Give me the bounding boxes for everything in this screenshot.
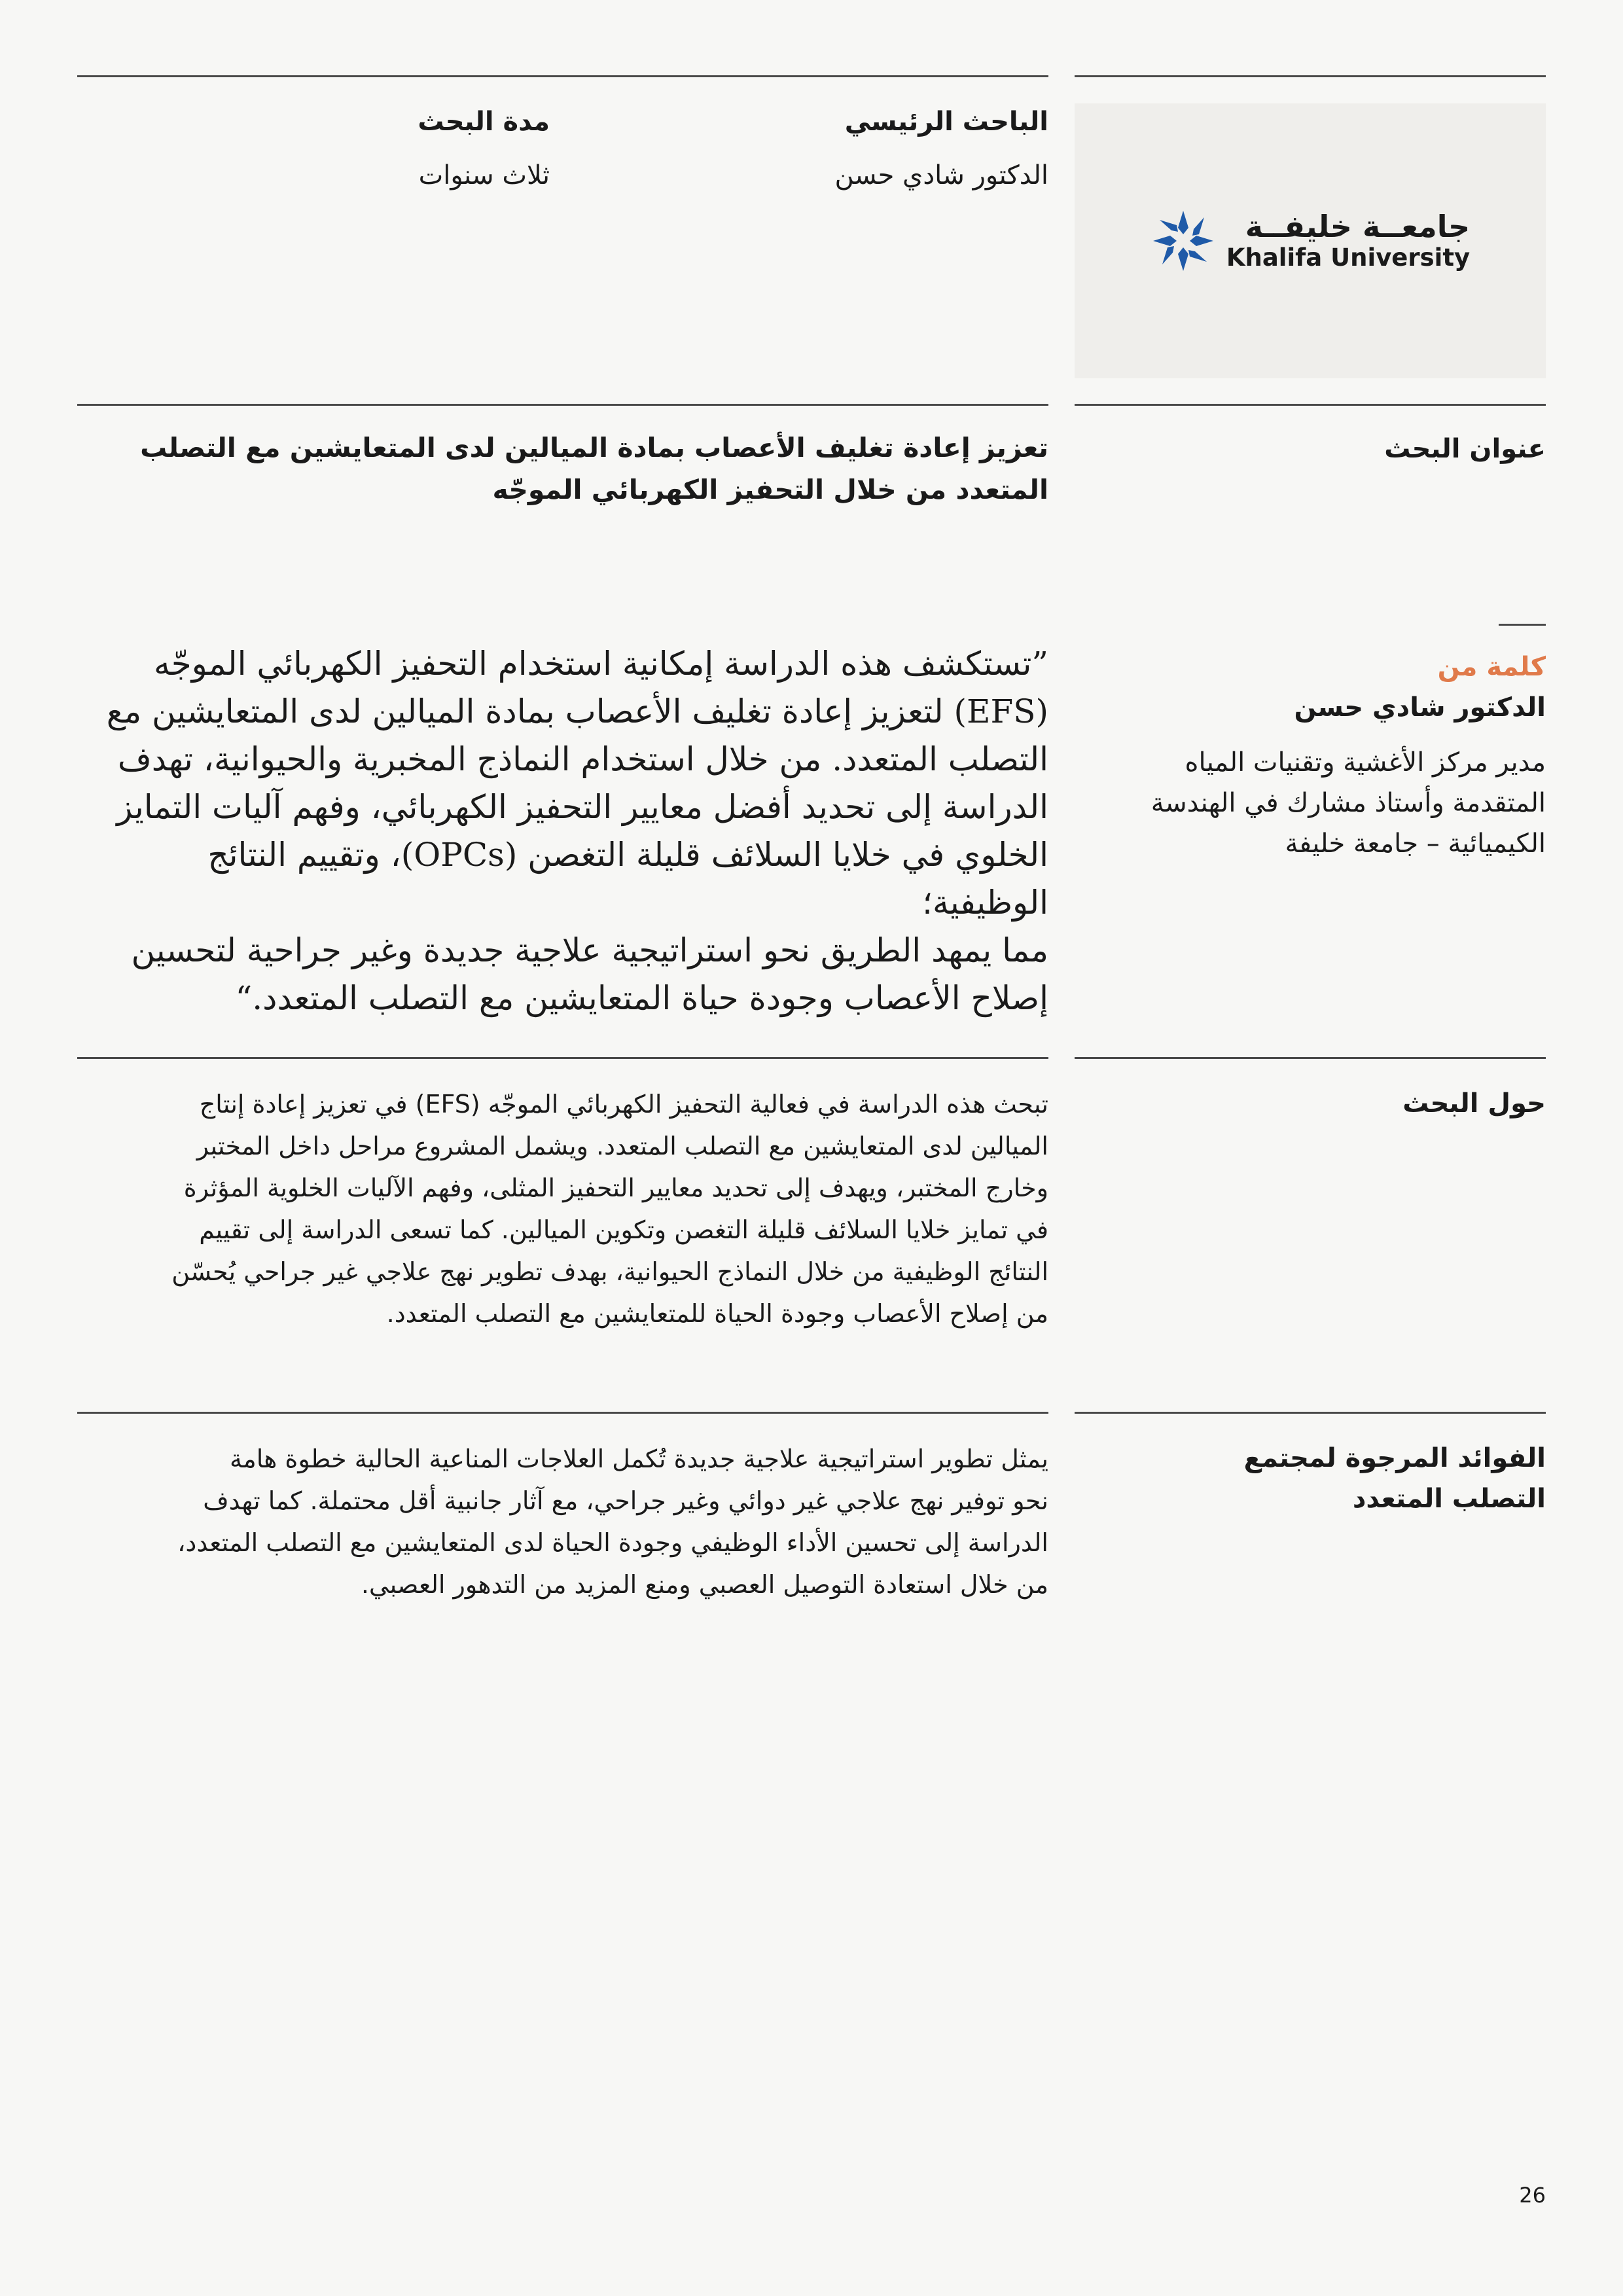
khalifa-logo-icon bbox=[1150, 208, 1216, 274]
about-line: من إصلاح الأعصاب وجودة الحياة للمتعايشين مع التصلب المتعدد. bbox=[386, 1299, 1048, 1328]
research-title bbox=[77, 427, 1048, 511]
quote-line: التصلب المتعدد. من خلال استخدام النماذج المخبرية والحيوانية، تهدف bbox=[117, 740, 1048, 778]
benefits-line: الدراسة إلى تحسين الأداء الوظيفي وجودة الحياة لدى المتعايشين مع التصلب المتعدد، bbox=[177, 1528, 1048, 1557]
duration-block bbox=[223, 101, 550, 196]
about-line: النتائج الوظيفية من خلال النماذج الحيوانية، بهدف تطوير نهج علاجي غير جراحي يُحسّن bbox=[171, 1257, 1048, 1286]
top-divider-left bbox=[77, 75, 1048, 77]
page-number: 26 bbox=[1519, 2183, 1546, 2208]
speaker-role-line-2: المتقدمة وأستاذ مشارك في الهندسة bbox=[1150, 788, 1546, 818]
about-label: حول البحث bbox=[1402, 1088, 1546, 1119]
benefits-text bbox=[77, 1438, 1048, 1605]
quote-line: إصلاح الأعصاب وجودة حياة المتعايشين مع التصلب المتعدد.“ bbox=[235, 979, 1048, 1017]
university-logo bbox=[1150, 208, 1470, 274]
researcher-label: الباحث الرئيسي bbox=[844, 107, 1048, 137]
researcher-name: الدكتور شادي حسن bbox=[834, 160, 1048, 190]
quote-line: الخلوي في خلايا السلائف قليلة التغصن (OPCs)، وتقييم النتائج الوظيفية؛ bbox=[207, 836, 1048, 922]
about-line: في تمايز خلايا السلائف قليلة التغصن وتكوين الميالين. كما تسعى الدراسة إلى تقييم bbox=[199, 1215, 1048, 1244]
university-logo-box bbox=[1075, 103, 1546, 378]
speaker-name: الدكتور شادي حسن bbox=[1294, 692, 1546, 723]
speaker-block bbox=[1075, 647, 1546, 864]
quote-line: الدراسة إلى تحديد أفضل معايير التحفيز الكهربائي، وفهم آليات التمايز bbox=[116, 788, 1048, 826]
about-divider-right bbox=[1075, 1057, 1546, 1059]
benefits-label-line-1: الفوائد المرجوة لمجتمع bbox=[1243, 1443, 1546, 1473]
speaker-role-line-1: مدير مركز الأغشية وتقنيات المياه bbox=[1185, 747, 1546, 778]
speaker-role bbox=[1075, 742, 1546, 864]
researcher-block bbox=[682, 101, 1048, 196]
benefits-label bbox=[1075, 1438, 1546, 1519]
quote-short-divider bbox=[1499, 624, 1546, 626]
benefits-line: يمثل تطوير استراتيجية علاجية جديدة تُكمل العلاجات المناعية الحالية خطوة هامة bbox=[229, 1444, 1048, 1473]
benefits-divider-right bbox=[1075, 1412, 1546, 1414]
quote-line: ”تستكشف هذه الدراسة إمكانية استخدام التحفيز الكهربائي الموجّه bbox=[153, 645, 1048, 683]
logo-arabic-text: جامعــة خليفــة bbox=[1245, 209, 1471, 244]
research-title-line-2: المتعدد من خلال التحفيز الكهربائي الموجّه bbox=[492, 474, 1048, 505]
benefits-line: نحو توفير نهج علاجي غير دوائي وغير جراحي، مع آثار جانبية أقل محتملة. كما تهدف bbox=[203, 1486, 1048, 1515]
title-divider-left bbox=[77, 404, 1048, 406]
duration-value: ثلاث سنوات bbox=[418, 160, 550, 190]
research-title-label: عنوان البحث bbox=[1384, 434, 1546, 464]
speaker-quote bbox=[77, 640, 1048, 1022]
top-divider-right bbox=[1075, 75, 1546, 77]
about-line: وخارج المختبر، ويهدف إلى تحديد معايير التحفيز المثلى، وفهم الآليات الخلوية المؤثرة bbox=[183, 1174, 1048, 1202]
benefits-divider-left bbox=[77, 1412, 1048, 1414]
title-divider-right bbox=[1075, 404, 1546, 406]
about-line: الميالين لدى المتعايشين مع التصلب المتعدد. ويشمل المشروع مراحل داخل المختبر bbox=[196, 1132, 1048, 1160]
logo-english-text: Khalifa University bbox=[1226, 243, 1471, 272]
about-text bbox=[77, 1083, 1048, 1335]
about-line: تبحث هذه الدراسة في فعالية التحفيز الكهربائي الموجّه (EFS) في تعزيز إعادة إنتاج bbox=[199, 1090, 1048, 1119]
quote-line: مما يمهد الطريق نحو استراتيجية علاجية جديدة وغير جراحية لتحسين bbox=[131, 931, 1048, 969]
benefits-label-line-2: التصلب المتعدد bbox=[1352, 1484, 1546, 1514]
speaker-intro-label: كلمة من bbox=[1437, 652, 1546, 682]
quote-line: (EFS) لتعزيز إعادة تغليف الأعصاب بمادة الميالين لدى المتعايشين مع bbox=[106, 692, 1048, 730]
speaker-role-line-3: الكيميائية – جامعة خليفة bbox=[1285, 829, 1546, 859]
duration-label: مدة البحث bbox=[418, 107, 550, 137]
research-title-line-1: تعزيز إعادة تغليف الأعصاب بمادة الميالين لدى المتعايشين مع التصلب bbox=[140, 432, 1048, 463]
about-divider-left bbox=[77, 1057, 1048, 1059]
benefits-line: من خلال استعادة التوصيل العصبي ومنع المزيد من التدهور العصبي. bbox=[361, 1570, 1048, 1599]
